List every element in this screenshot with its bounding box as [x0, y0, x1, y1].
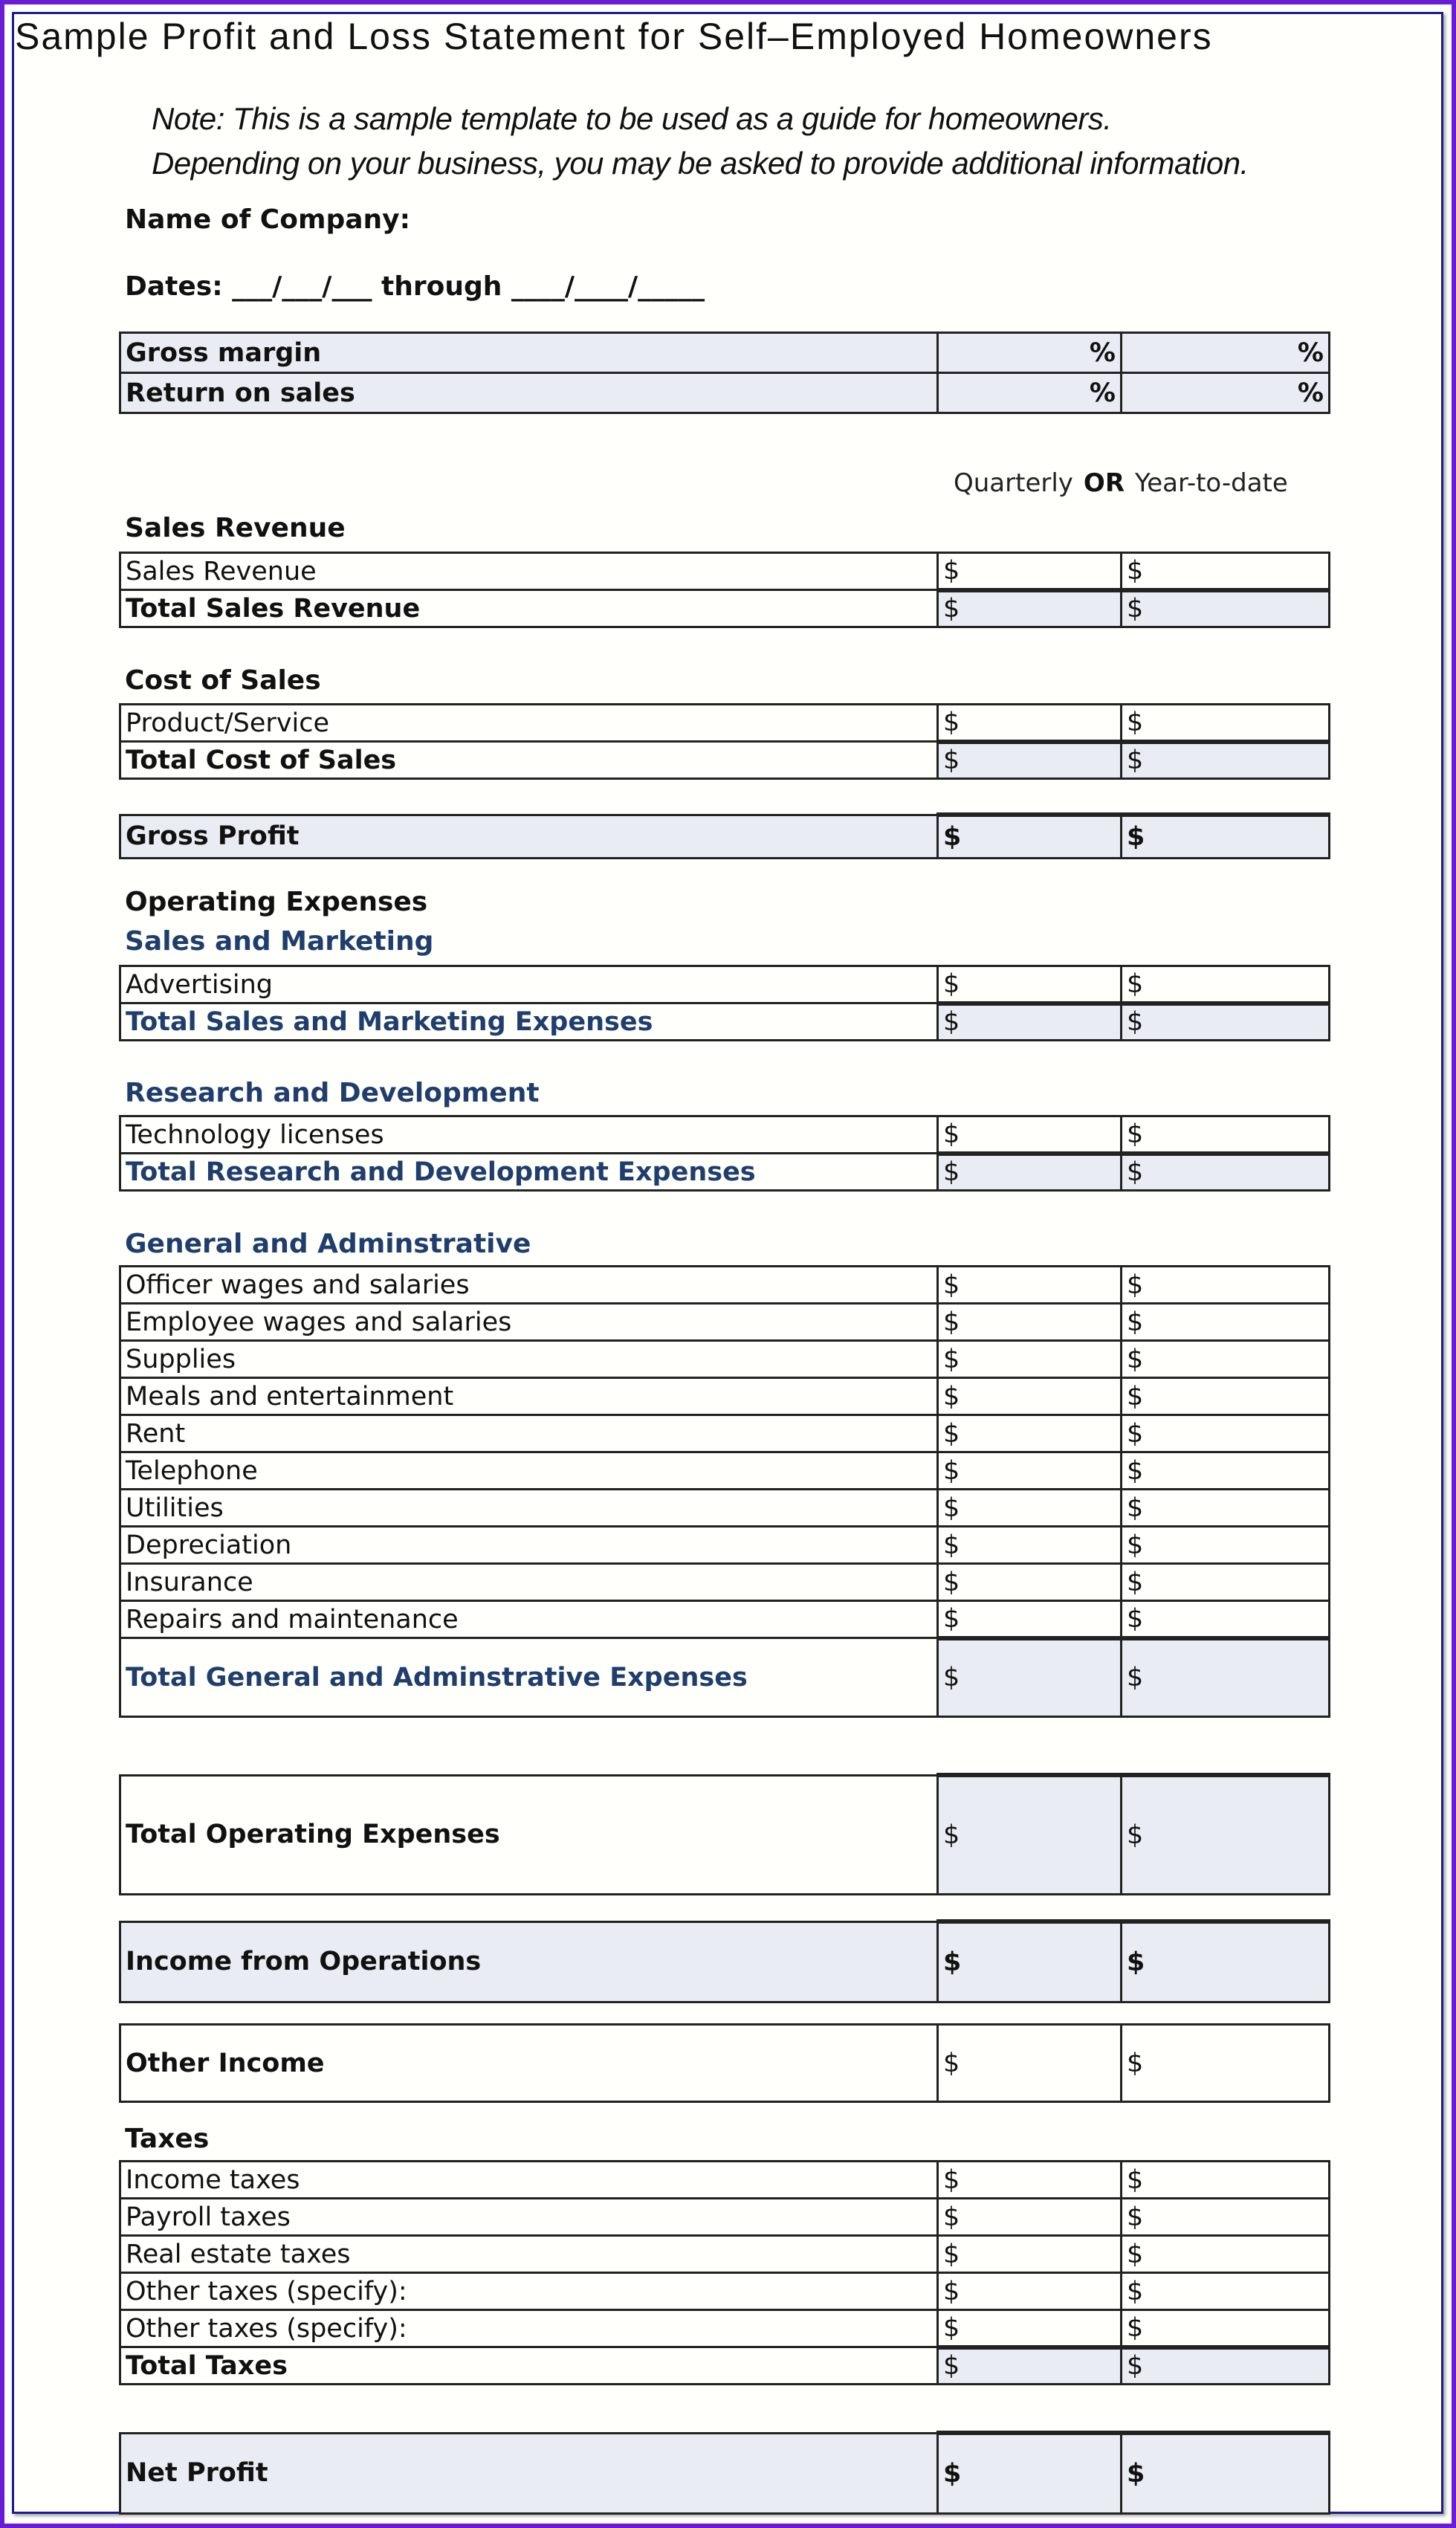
quarterly-cell[interactable]: $ [938, 1527, 1122, 1564]
row-label: Other taxes (specify): [120, 2310, 938, 2347]
quarterly-cell[interactable]: $ [938, 1452, 1122, 1490]
table-row [120, 1341, 1330, 1378]
ytd-cell[interactable]: $ [1122, 553, 1330, 590]
company-name-label[interactable]: Name of Company: [125, 204, 411, 235]
note-line-2: Depending on your business, you may be asked to provide additional information. [152, 146, 1249, 181]
income-from-operations-label: Income from Operations [120, 1921, 938, 2002]
ratio-ytd-cell[interactable]: % [1122, 333, 1330, 373]
quarterly-cell[interactable]: $ [938, 1490, 1122, 1527]
row-label: Sales Revenue [120, 553, 938, 590]
ratio-label: Return on sales [120, 373, 938, 413]
ytd-cell[interactable]: $ [1122, 1452, 1330, 1490]
quarterly-cell[interactable]: $ [938, 1564, 1122, 1601]
row-label: Real estate taxes [120, 2236, 938, 2273]
quarterly-cell[interactable]: $ [938, 2236, 1122, 2273]
ratio-quarterly-cell[interactable]: % [938, 373, 1122, 413]
table-row [120, 1304, 1330, 1341]
table-row [120, 1527, 1330, 1564]
section-heading-sales-revenue: Sales Revenue [125, 513, 346, 543]
table-row [120, 2199, 1330, 2236]
total-operating-expenses-table [119, 1773, 1330, 1895]
quarterly-cell[interactable]: $ [938, 1341, 1122, 1378]
total-row [120, 1154, 1330, 1191]
income-from-operations-table [119, 1919, 1330, 2003]
total-quarterly-cell[interactable]: $ [938, 742, 1122, 779]
quarterly-cell[interactable]: $ [938, 2310, 1122, 2347]
row-label: Insurance [120, 1564, 938, 1601]
total-quarterly-cell[interactable]: $ [938, 1638, 1122, 1717]
other-income-ytd-cell[interactable]: $ [1122, 2025, 1330, 2102]
net-profit-label: Net Profit [120, 2433, 938, 2513]
total-label: Total Research and Development Expenses [120, 1154, 938, 1191]
total-ytd-cell[interactable]: $ [1122, 1154, 1330, 1191]
total-ytd-cell[interactable]: $ [1122, 742, 1330, 779]
column-header-quarterly: Quarterly [954, 468, 1073, 498]
note-line-1: Note: This is a sample template to be used as a guide for homeowners. [152, 101, 1112, 136]
row-label: Technology licenses [120, 1116, 938, 1154]
total-ytd-cell[interactable]: $ [1122, 2347, 1330, 2385]
row-label: Supplies [120, 1341, 938, 1378]
ytd-cell[interactable]: $ [1122, 1378, 1330, 1415]
ratio-row [120, 333, 1330, 373]
quarterly-cell[interactable]: $ [938, 1378, 1122, 1415]
table-row [120, 1116, 1330, 1154]
total-quarterly-cell[interactable]: $ [938, 1154, 1122, 1191]
dates-field[interactable]: Dates: ___/___/___ through ____/____/_____ [125, 271, 705, 302]
subsection-heading-general-admin: General and Adminstrative [125, 1229, 531, 1259]
total-label: Total Sales and Marketing Expenses [120, 1003, 938, 1041]
table-row [120, 2273, 1330, 2310]
ratio-quarterly-cell[interactable]: % [938, 333, 1122, 373]
row-label: Rent [120, 1415, 938, 1452]
ratio-label: Gross margin [120, 333, 938, 373]
quarterly-cell[interactable]: $ [938, 1304, 1122, 1341]
total-row [120, 1003, 1330, 1041]
total-label: Total Cost of Sales [120, 742, 938, 779]
net-profit-quarterly-cell[interactable]: $ [938, 2433, 1122, 2513]
section-heading-operating-expenses: Operating Expenses [125, 887, 428, 917]
row-label: Telephone [120, 1452, 938, 1490]
ratio-row [120, 373, 1330, 413]
quarterly-cell[interactable]: $ [938, 1116, 1122, 1154]
note-text [152, 97, 1249, 186]
total-operating-expenses-label: Total Operating Expenses [120, 1775, 938, 1894]
total-ytd-cell[interactable]: $ [1122, 1638, 1330, 1717]
total-operating-expenses-ytd-cell[interactable]: $ [1122, 1775, 1330, 1894]
taxes-table [119, 2160, 1330, 2385]
ratio-ytd-cell[interactable]: % [1122, 373, 1330, 413]
column-header-or: OR [1083, 468, 1125, 498]
ytd-cell[interactable]: $ [1122, 2273, 1330, 2310]
ytd-cell[interactable]: $ [1122, 705, 1330, 742]
row-label: Income taxes [120, 2162, 938, 2199]
row-label: Employee wages and salaries [120, 1304, 938, 1341]
table-row [120, 1378, 1330, 1415]
general-admin-table [119, 1265, 1330, 1718]
sales-marketing-table [119, 965, 1330, 1041]
cost-of-sales-table [119, 703, 1330, 780]
table-row [120, 1564, 1330, 1601]
ytd-cell[interactable]: $ [1122, 2162, 1330, 2199]
ytd-cell[interactable]: $ [1122, 1341, 1330, 1378]
total-row [120, 590, 1330, 627]
table-row [120, 1415, 1330, 1452]
quarterly-cell[interactable]: $ [938, 1267, 1122, 1304]
section-heading-taxes: Taxes [125, 2124, 210, 2154]
total-quarterly-cell[interactable]: $ [938, 1003, 1122, 1041]
quarterly-cell[interactable]: $ [938, 705, 1122, 742]
gross-profit-table [119, 812, 1330, 859]
subsection-heading-research-development: Research and Development [125, 1078, 540, 1108]
ytd-cell[interactable]: $ [1122, 1490, 1330, 1527]
quarterly-cell[interactable]: $ [938, 2273, 1122, 2310]
document-title: Sample Profit and Loss Statement for Self–Employed Homeowners [15, 16, 1213, 57]
subsection-heading-sales-marketing: Sales and Marketing [125, 926, 434, 957]
column-header-ytd: Year-to-date [1135, 468, 1288, 498]
total-row [120, 2347, 1330, 2385]
column-headers [954, 468, 1288, 498]
row-label: Meals and entertainment [120, 1378, 938, 1415]
total-label: Total Taxes [120, 2347, 938, 2385]
row-label: Other taxes (specify): [120, 2273, 938, 2310]
table-row [120, 966, 1330, 1003]
gross-profit-row [120, 815, 1330, 858]
ytd-cell[interactable]: $ [1122, 1116, 1330, 1154]
row-label: Officer wages and salaries [120, 1267, 938, 1304]
quarterly-cell[interactable]: $ [938, 1415, 1122, 1452]
row-label: Depreciation [120, 1527, 938, 1564]
net-profit-table [119, 2431, 1330, 2515]
ytd-cell[interactable]: $ [1122, 2199, 1330, 2236]
ytd-cell[interactable]: $ [1122, 966, 1330, 1003]
table-row [120, 1490, 1330, 1527]
income-from-operations-row [120, 1921, 1330, 2002]
table-row [120, 2310, 1330, 2347]
other-income-label: Other Income [120, 2025, 938, 2102]
row-label: Advertising [120, 966, 938, 1003]
net-profit-row [120, 2433, 1330, 2513]
other-income-table [119, 2023, 1330, 2103]
other-income-row [120, 2025, 1330, 2102]
quarterly-cell[interactable]: $ [938, 553, 1122, 590]
gross-profit-label: Gross Profit [120, 815, 938, 858]
net-profit-ytd-cell[interactable]: $ [1122, 2433, 1330, 2513]
total-ytd-cell[interactable]: $ [1122, 1003, 1330, 1041]
total-quarterly-cell[interactable]: $ [938, 590, 1122, 627]
table-row [120, 2236, 1330, 2273]
row-label: Repairs and maintenance [120, 1601, 938, 1638]
total-ytd-cell[interactable]: $ [1122, 590, 1330, 627]
quarterly-cell[interactable]: $ [938, 2199, 1122, 2236]
gross-profit-ytd-cell[interactable]: $ [1122, 815, 1330, 858]
row-label: Utilities [120, 1490, 938, 1527]
total-label: Total General and Adminstrative Expenses [120, 1638, 938, 1717]
total-row [120, 1638, 1330, 1717]
gross-profit-quarterly-cell[interactable]: $ [938, 815, 1122, 858]
ytd-cell[interactable]: $ [1122, 1527, 1330, 1564]
section-heading-cost-of-sales: Cost of Sales [125, 665, 321, 696]
total-operating-expenses-row [120, 1775, 1330, 1894]
total-quarterly-cell[interactable]: $ [938, 2347, 1122, 2385]
total-row [120, 742, 1330, 779]
ytd-cell[interactable]: $ [1122, 1601, 1330, 1638]
row-label: Product/Service [120, 705, 938, 742]
income-from-operations-quarterly-cell[interactable]: $ [938, 1921, 1122, 2002]
ratios-table [119, 332, 1330, 414]
table-row [120, 1452, 1330, 1490]
ytd-cell[interactable]: $ [1122, 1415, 1330, 1452]
other-income-quarterly-cell[interactable]: $ [938, 2025, 1122, 2102]
row-label: Payroll taxes [120, 2199, 938, 2236]
total-operating-expenses-quarterly-cell[interactable]: $ [938, 1775, 1122, 1894]
quarterly-cell[interactable]: $ [938, 1601, 1122, 1638]
sales-revenue-table [119, 552, 1330, 628]
total-label: Total Sales Revenue [120, 590, 938, 627]
income-from-operations-ytd-cell[interactable]: $ [1122, 1921, 1330, 2002]
table-row [120, 705, 1330, 742]
table-row [120, 1601, 1330, 1638]
quarterly-cell[interactable]: $ [938, 966, 1122, 1003]
table-row [120, 1267, 1330, 1304]
table-row [120, 2162, 1330, 2199]
ytd-cell[interactable]: $ [1122, 2310, 1330, 2347]
ytd-cell[interactable]: $ [1122, 2236, 1330, 2273]
ytd-cell[interactable]: $ [1122, 1564, 1330, 1601]
ytd-cell[interactable]: $ [1122, 1304, 1330, 1341]
research-development-table [119, 1115, 1330, 1192]
ytd-cell[interactable]: $ [1122, 1267, 1330, 1304]
quarterly-cell[interactable]: $ [938, 2162, 1122, 2199]
table-row [120, 553, 1330, 590]
